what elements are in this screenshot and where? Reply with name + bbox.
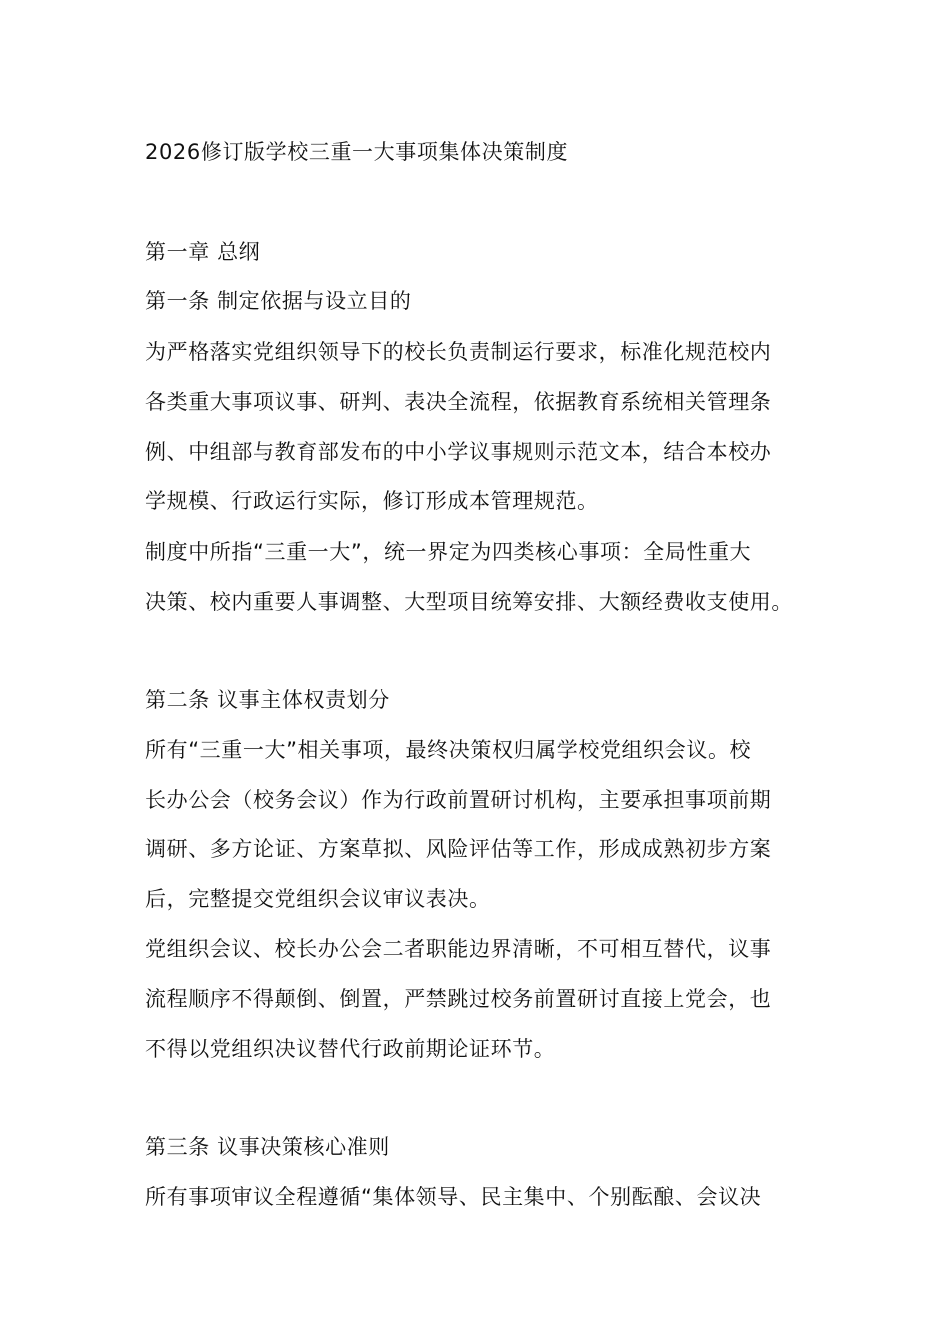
- chapter-heading: 第一章 总纲: [145, 240, 261, 264]
- article-2-text-line: 不得以党组织决议替代行政前期论证环节。: [145, 1037, 556, 1061]
- article-2-heading: 第二条 议事主体权责划分: [145, 688, 390, 712]
- article-2-text-line: 调研、多方论证、方案草拟、风险评估等工作，形成成熟初步方案: [145, 837, 772, 861]
- article-1-text-line: 学规模、行政运行实际，修订形成本管理规范。: [145, 489, 599, 513]
- article-1-text-line: 各类重大事项议事、研判、表决全流程，依据教育系统相关管理条: [145, 390, 772, 414]
- article-1-text-line: 为严格落实党组织领导下的校长负责制运行要求，标准化规范校内: [145, 340, 772, 364]
- article-1-text-line: 例、中组部与教育部发布的中小学议事规则示范文本，结合本校办: [145, 440, 772, 464]
- article-3-text-line: 所有事项审议全程遵循“集体领导、民主集中、个别酝酿、会议决: [145, 1185, 762, 1209]
- article-2-text-line: 党组织会议、校长办公会二者职能边界清晰，不可相互替代，议事: [145, 937, 772, 961]
- article-1-heading: 第一条 制定依据与设立目的: [145, 289, 412, 313]
- article-2-text-line: 后，完整提交党组织会议审议表决。: [145, 887, 491, 911]
- document-title: 2026修订版学校三重一大事项集体决策制度: [145, 140, 569, 164]
- article-1-text-line: 制度中所指“三重一大”，统一界定为四类核心事项：全局性重大: [145, 540, 752, 564]
- article-2-text-line: 所有“三重一大”相关事项，最终决策权归属学校党组织会议。校: [145, 738, 752, 762]
- article-3-heading: 第三条 议事决策核心准则: [145, 1135, 390, 1159]
- article-1-text-line: 决策、校内重要人事调整、大型项目统筹安排、大额经费收支使用。: [145, 590, 793, 614]
- article-2-text-line: 长办公会（校务会议）作为行政前置研讨机构，主要承担事项前期: [145, 788, 772, 812]
- article-2-text-line: 流程顺序不得颠倒、倒置，严禁跳过校务前置研讨直接上党会，也: [145, 987, 772, 1011]
